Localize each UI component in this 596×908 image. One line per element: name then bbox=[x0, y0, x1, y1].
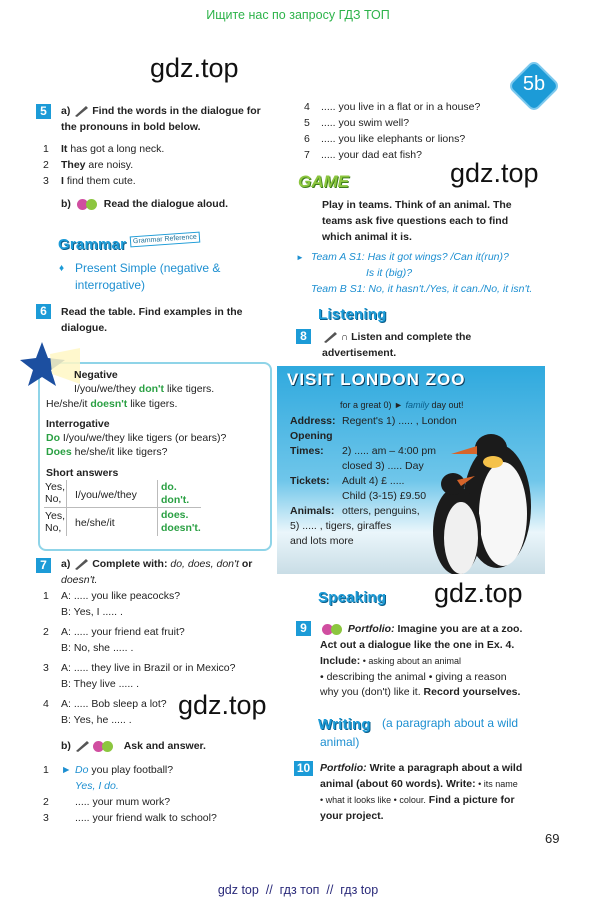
exercise-7-number: 7 bbox=[36, 558, 51, 573]
ex7-item-b: B: They live ..... . bbox=[61, 678, 140, 690]
zoo-tickets-value-1: Adult 4) £ ..... bbox=[342, 475, 405, 487]
writing-line1 bbox=[320, 761, 522, 776]
grammar-reference-tag: Grammar Reference bbox=[130, 232, 200, 248]
ex7-item-num: 2 bbox=[43, 626, 49, 638]
ex7-b2-num: 2 bbox=[43, 796, 49, 808]
speaking-line5 bbox=[320, 685, 520, 700]
ex7-item-b: B: Yes, I ..... . bbox=[61, 606, 123, 618]
int-rest: I/you/we/they like tigers (or bears)? bbox=[60, 432, 227, 444]
sa-no-2: No, bbox=[45, 522, 62, 534]
game-team-a-1: Team A S1: Has it got wings? /Can it(run)? bbox=[311, 251, 509, 263]
zoo-tickets-label: Tickets: bbox=[290, 475, 330, 487]
ex5-instruction-line1: Find the words in the dialogue for bbox=[92, 105, 261, 117]
ex7-b3: ..... your friend walk to school? bbox=[75, 812, 217, 824]
zoo-advert bbox=[277, 366, 545, 574]
speaking-line2: Act out a dialogue like the one in Ex. 4. bbox=[320, 639, 515, 651]
pair-face-icon bbox=[86, 199, 97, 210]
pair-face-icon bbox=[331, 624, 342, 635]
right-list-num: 6 bbox=[304, 133, 310, 145]
zoo-intro-d: day out! bbox=[428, 400, 464, 410]
right-list-item: ..... you swim well? bbox=[321, 117, 410, 129]
sa-dont: don't. bbox=[161, 494, 190, 506]
ex5-letter-a: a) bbox=[61, 105, 71, 117]
ex7-b1-num: 1 bbox=[43, 764, 49, 776]
ex7-item-num: 3 bbox=[43, 662, 49, 674]
speaking-line4: • describing the animal • giving a reason bbox=[320, 671, 507, 683]
listening-title: Listening bbox=[318, 306, 387, 323]
game-team-a-2: Is it (big)? bbox=[366, 267, 413, 279]
speaking-l5a: why you (don't) like it. bbox=[320, 686, 421, 698]
writing-subtitle-2: animal) bbox=[320, 735, 360, 749]
speaking-line3 bbox=[320, 654, 461, 669]
speaking-l3b: • asking about an animal bbox=[360, 656, 461, 666]
zoo-intro-c: family bbox=[405, 400, 429, 410]
exercise-5-instruction bbox=[61, 104, 261, 119]
zoo-animals-value-3: and lots more bbox=[290, 535, 354, 547]
ex7-b-instruction bbox=[61, 739, 206, 754]
short-answers-table bbox=[44, 480, 201, 536]
writing-l3a: • what it looks like • colour. bbox=[320, 795, 426, 805]
game-team-a-bullet: ► bbox=[296, 253, 304, 262]
right-list-item: ..... you like elephants or lions? bbox=[321, 133, 466, 145]
ex5-letter-b: b) bbox=[61, 198, 71, 210]
ex7-b2: ..... your mum work? bbox=[75, 796, 171, 808]
ex5-item bbox=[61, 158, 133, 173]
speaking-title: Speaking bbox=[318, 589, 387, 606]
ex7-instruction bbox=[61, 557, 252, 572]
ex5-item-num: 3 bbox=[43, 175, 49, 187]
penguin-image bbox=[417, 406, 545, 574]
pair-face-icon bbox=[102, 741, 113, 752]
speaking-l1: Imagine you are at a zoo. bbox=[394, 623, 523, 635]
unit-badge-label: 5b bbox=[522, 73, 546, 95]
ex5-item-bold: They bbox=[61, 159, 86, 171]
ex7-b1-q-rest: you play football? bbox=[88, 764, 174, 776]
writing-line4: your project. bbox=[320, 810, 384, 822]
zoo-times-value-1: 2) ..... am – 4:00 pm bbox=[342, 445, 436, 457]
zoo-animals-value-1: otters, penguins, bbox=[342, 505, 420, 517]
ex5-item-num: 2 bbox=[43, 159, 49, 171]
ex8-line1: Listen and complete the bbox=[351, 331, 472, 343]
exercise-8-number: 8 bbox=[296, 329, 311, 344]
neg-subject: I/you/we/they bbox=[74, 383, 139, 395]
watermark-1: gdz.top bbox=[150, 53, 239, 83]
ex6-instruction-line1: Read the table. Find examples in the bbox=[61, 306, 243, 318]
neg-dont: don't bbox=[138, 383, 165, 395]
ex5-item-rest: are noisy. bbox=[85, 159, 134, 171]
unit-badge bbox=[508, 60, 560, 112]
ex5-b-instruction bbox=[61, 197, 228, 212]
pencil-icon bbox=[322, 331, 338, 343]
zoo-opening-label: Opening bbox=[290, 430, 333, 442]
right-list-num: 5 bbox=[304, 117, 310, 129]
ex7-b1-question bbox=[75, 763, 173, 778]
speaking-include: Include: bbox=[320, 655, 361, 667]
ex7-letter-a: a) bbox=[61, 558, 71, 570]
writing-subtitle-1: (a paragraph about a wild bbox=[382, 716, 519, 730]
zoo-intro-a: for a great bbox=[340, 400, 384, 410]
ex7-inst-words: do, does, don't bbox=[170, 558, 239, 570]
game-line1: Play in teams. Think of an animal. The bbox=[322, 199, 512, 211]
pencil-icon bbox=[73, 105, 89, 117]
sa-pronoun-2: he/she/it bbox=[75, 517, 115, 529]
sa-doesnt: doesn't. bbox=[161, 522, 201, 534]
speaking-portfolio: Portfolio: bbox=[347, 623, 395, 635]
ex7-inst: Complete with: bbox=[92, 558, 171, 570]
negative-heading: Negative bbox=[74, 369, 118, 381]
page-number: 69 bbox=[545, 831, 560, 846]
zoo-title: VISIT LONDON ZOO bbox=[287, 370, 466, 389]
neg-rest: like tigers. bbox=[127, 398, 178, 410]
writing-l1: Write a paragraph about a wild bbox=[366, 762, 523, 774]
right-list-num: 7 bbox=[304, 149, 310, 161]
writing-l2b: • its name bbox=[475, 779, 518, 789]
neg-subject: He/she/it bbox=[46, 398, 91, 410]
zoo-animals-value-2: 5) ..... , tigers, giraffes bbox=[290, 520, 392, 532]
zoo-animals-label: Animals: bbox=[290, 505, 335, 517]
interrogative-line-2 bbox=[46, 445, 167, 460]
ex7-inst-or: or bbox=[238, 558, 253, 570]
int-rest: he/she/it like tigers? bbox=[71, 446, 168, 458]
zoo-address-label: Address: bbox=[290, 415, 336, 427]
grammar-topic-line1: Present Simple (negative & bbox=[75, 261, 221, 275]
ex7-item-a: A: ..... your friend eat fruit? bbox=[61, 626, 185, 638]
right-list-num: 4 bbox=[304, 101, 310, 113]
ex7-b1-answer: Yes, I do. bbox=[75, 780, 119, 792]
interrogative-line-1 bbox=[46, 431, 226, 446]
writing-l3b: Find a picture for bbox=[425, 794, 515, 806]
ex7-inst-line2: doesn't. bbox=[61, 574, 98, 586]
zoo-tickets-value-2: Child (3-15) £9.50 bbox=[342, 490, 427, 502]
ex5-item-rest: has got a long neck. bbox=[67, 143, 165, 155]
pencil-icon bbox=[73, 558, 89, 570]
speaking-line1 bbox=[322, 622, 522, 637]
writing-line3 bbox=[320, 793, 515, 808]
top-banner: Ищите нас по запросу ГДЗ ТОП bbox=[206, 8, 390, 22]
zoo-times-value-2: closed 3) ..... Day bbox=[342, 460, 424, 472]
sa-does: does. bbox=[161, 509, 189, 521]
negative-line-1 bbox=[74, 382, 214, 397]
zoo-address-value: Regent's 1) ..... , London bbox=[342, 415, 457, 427]
ex7-letter-b: b) bbox=[61, 740, 71, 752]
grammar-topic-line2: interrogative) bbox=[75, 278, 146, 292]
exercise-9-number: 9 bbox=[296, 621, 311, 636]
ex5-item-bold: I bbox=[61, 175, 64, 187]
ex7-item-a: A: ..... you like peacocks? bbox=[61, 590, 181, 602]
game-line3: which animal it is. bbox=[322, 231, 412, 243]
ex7-item-num: 1 bbox=[43, 590, 49, 602]
ex7-b1-bullet: ► bbox=[61, 764, 72, 776]
writing-l2a: animal (about 60 words). Write: bbox=[320, 778, 476, 790]
ex7-item-b: B: No, she ..... . bbox=[61, 642, 134, 654]
star-icon bbox=[20, 340, 80, 390]
grammar-title: Grammar bbox=[58, 236, 127, 253]
int-do: Do bbox=[46, 432, 60, 444]
short-answers-heading: Short answers bbox=[46, 467, 119, 479]
writing-title: Writing bbox=[318, 716, 371, 733]
sa-yes-2: Yes, bbox=[45, 510, 66, 522]
right-list-item: ..... you live in a flat or in a house? bbox=[321, 101, 481, 113]
int-does: Does bbox=[46, 446, 72, 458]
ex7-item-a: A: ..... they live in Brazil or in Mexico? bbox=[61, 662, 236, 674]
game-team-b: Team B S1: No, it hasn't./Yes, it can./No, it isn't. bbox=[311, 283, 533, 295]
watermark-2: gdz.top bbox=[450, 158, 539, 188]
sa-no-1: No, bbox=[45, 493, 62, 505]
exercise-10-number: 10 bbox=[294, 761, 313, 776]
headphones-icon: ∩ bbox=[340, 332, 349, 343]
ex5-item bbox=[61, 142, 164, 157]
sa-pronoun-1: I/you/we/they bbox=[75, 489, 137, 501]
pencil-icon bbox=[74, 740, 90, 752]
sa-do: do. bbox=[161, 481, 177, 493]
negative-line-2 bbox=[46, 397, 177, 412]
watermark-3: gdz.top bbox=[434, 578, 523, 608]
ex5-item-rest: find them cute. bbox=[63, 175, 136, 187]
ex7-item-num: 4 bbox=[43, 698, 49, 710]
ex7-b1-do: Do bbox=[75, 764, 89, 776]
neg-rest: like tigers. bbox=[164, 383, 215, 395]
ex5-item-num: 1 bbox=[43, 143, 49, 155]
ex7-b3-num: 3 bbox=[43, 812, 49, 824]
game-title: GAME bbox=[298, 172, 349, 191]
exercise-5-number: 5 bbox=[36, 104, 51, 119]
writing-portfolio: Portfolio: bbox=[320, 762, 367, 774]
ex7-item-b: B: Yes, he ..... . bbox=[61, 714, 132, 726]
neg-doesnt: doesn't bbox=[90, 398, 128, 410]
speaking-l5b: Record yourselves. bbox=[420, 686, 521, 698]
exercise-6-number: 6 bbox=[36, 304, 51, 319]
ex7-b-text: Ask and answer. bbox=[123, 740, 206, 752]
writing-line2 bbox=[320, 777, 518, 792]
sa-yes-1: Yes, bbox=[45, 481, 66, 493]
ex5-item-bold: It bbox=[61, 143, 68, 155]
ex5-item bbox=[61, 174, 136, 189]
right-list-item: ..... your dad eat fish? bbox=[321, 149, 422, 161]
ex8-line2: advertisement. bbox=[322, 347, 397, 359]
footer: gdz top // гдз топ // гдз top bbox=[217, 883, 379, 897]
ex6-instruction-line2: dialogue. bbox=[61, 322, 108, 334]
ex5-instruction-line2: the pronouns in bold below. bbox=[61, 121, 201, 133]
diamond-icon: ♦ bbox=[59, 263, 65, 274]
zoo-intro bbox=[340, 398, 464, 413]
ex5-b-text: Read the dialogue aloud. bbox=[103, 198, 229, 210]
ex8-instruction bbox=[322, 330, 471, 345]
zoo-times-label: Times: bbox=[290, 445, 324, 457]
interrogative-heading: Interrogative bbox=[46, 418, 110, 430]
watermark-4: gdz.top bbox=[178, 690, 267, 720]
ex7-item-a: A: ..... Bob sleep a lot? bbox=[61, 698, 167, 710]
game-line2: teams ask five questions each to find bbox=[322, 215, 509, 227]
zoo-intro-b: 0) ► bbox=[383, 400, 406, 410]
